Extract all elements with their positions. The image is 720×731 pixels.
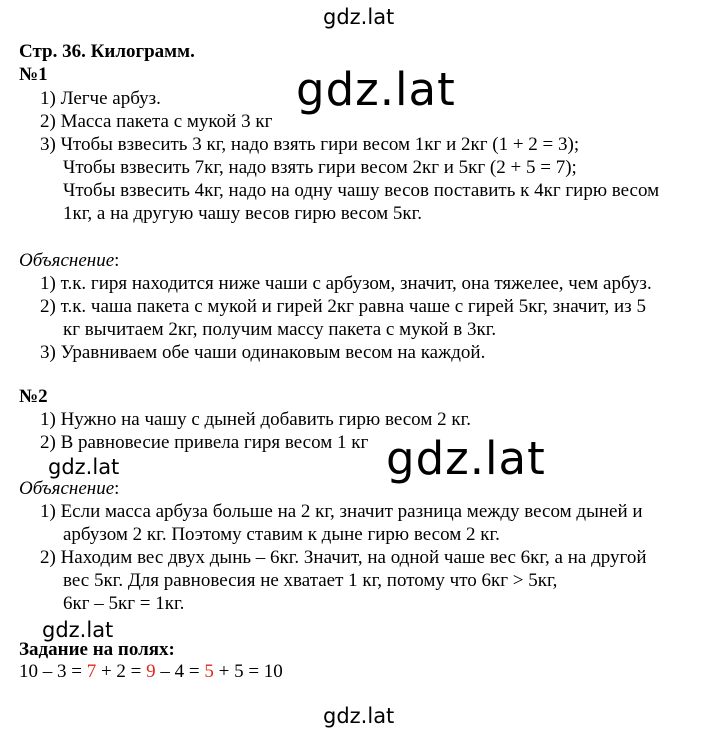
explanation-colon: :: [114, 478, 120, 499]
equation-result-1: 7: [86, 661, 97, 682]
explanation-colon: :: [114, 250, 120, 271]
equation-part: + 5 = 10: [213, 661, 283, 682]
task-1-number: №1: [19, 64, 48, 85]
task-2-explanation-label: [19, 477, 119, 500]
task-2-explanation-1: 1) Если масса арбуза больше на 2 кг, значит разница между весом дыней и: [40, 501, 643, 522]
equation-part: 10 – 3 =: [19, 661, 87, 682]
task-2-explanation-1-line-2: арбузом 2 кг. Поэтому ставим к дыне гирю весом 2 кг.: [63, 524, 500, 545]
explanation-label-text: Объяснение: [19, 478, 115, 499]
margin-task-equation: [19, 660, 283, 683]
equation-part: – 4 =: [155, 661, 205, 682]
task-2-explanation-2-line-2: вес 5кг. Для равновесия не хватает 1 кг, потому что 6кг > 5кг,: [63, 570, 558, 591]
watermark-bottom: gdz.lat: [323, 704, 395, 728]
task-1-answer-3-line-4: 1кг, а на другую чашу весов гирю весом 5кг.: [63, 203, 423, 224]
task-1-answer-3-line-2: Чтобы взвесить 7кг, надо взять гири весом 2кг и 5кг (2 + 5 = 7);: [63, 157, 577, 178]
task-2-explanation-2-line-3: 6кг – 5кг = 1кг.: [63, 593, 185, 614]
watermark-low: gdz.lat: [42, 618, 114, 642]
explanation-label-text: Объяснение: [19, 250, 115, 271]
task-2-number: №2: [19, 386, 48, 407]
watermark-mid: gdz.lat: [48, 455, 120, 479]
task-1-answer-1: 1) Легче арбуз.: [40, 88, 161, 109]
task-1-answer-3: 3) Чтобы взвесить 3 кг, надо взять гири весом 1кг и 2кг (1 + 2 = 3);: [40, 134, 580, 155]
task-2-answer-1: 1) Нужно на чашу с дыней добавить гирю весом 2 кг.: [40, 409, 471, 430]
watermark-large-1: gdz.lat: [296, 63, 456, 116]
task-1-explanation-2: 2) т.к. чаша пакета с мукой и гирей 2кг равна чаше с гирей 5кг, значит, из 5: [40, 296, 646, 317]
equation-result-3: 5: [204, 661, 214, 682]
watermark-large-2: gdz.lat: [386, 432, 546, 485]
watermark-top: gdz.lat: [323, 5, 395, 29]
equation-result-2: 9: [146, 661, 156, 682]
task-2-answer-2: 2) В равновесие привела гиря весом 1 кг: [40, 432, 369, 453]
task-1-answer-2: 2) Масса пакета с мукой 3 кг: [40, 111, 273, 132]
task-1-explanation-1: 1) т.к. гиря находится ниже чаши с арбузом, значит, она тяжелее, чем арбуз.: [40, 273, 652, 294]
task-1-explanation-2-line-2: кг вычитаем 2кг, получим массу пакета с мукой в 3кг.: [63, 319, 497, 340]
margin-task-title: Задание на полях:: [19, 639, 175, 660]
equation-part: + 2 =: [96, 661, 147, 682]
task-1-explanation-label: [19, 249, 119, 272]
task-1-explanation-3: 3) Уравниваем обе чаши одинаковым весом на каждой.: [40, 342, 486, 363]
task-1-answer-3-line-3: Чтобы взвесить 4кг, надо на одну чашу весов поставить к 4кг гирю весом: [63, 180, 660, 201]
task-2-explanation-2: 2) Находим вес двух дынь – 6кг. Значит, на одной чаше вес 6кг, а на другой: [40, 547, 647, 568]
page-heading: Стр. 36. Килограмм.: [19, 41, 195, 62]
